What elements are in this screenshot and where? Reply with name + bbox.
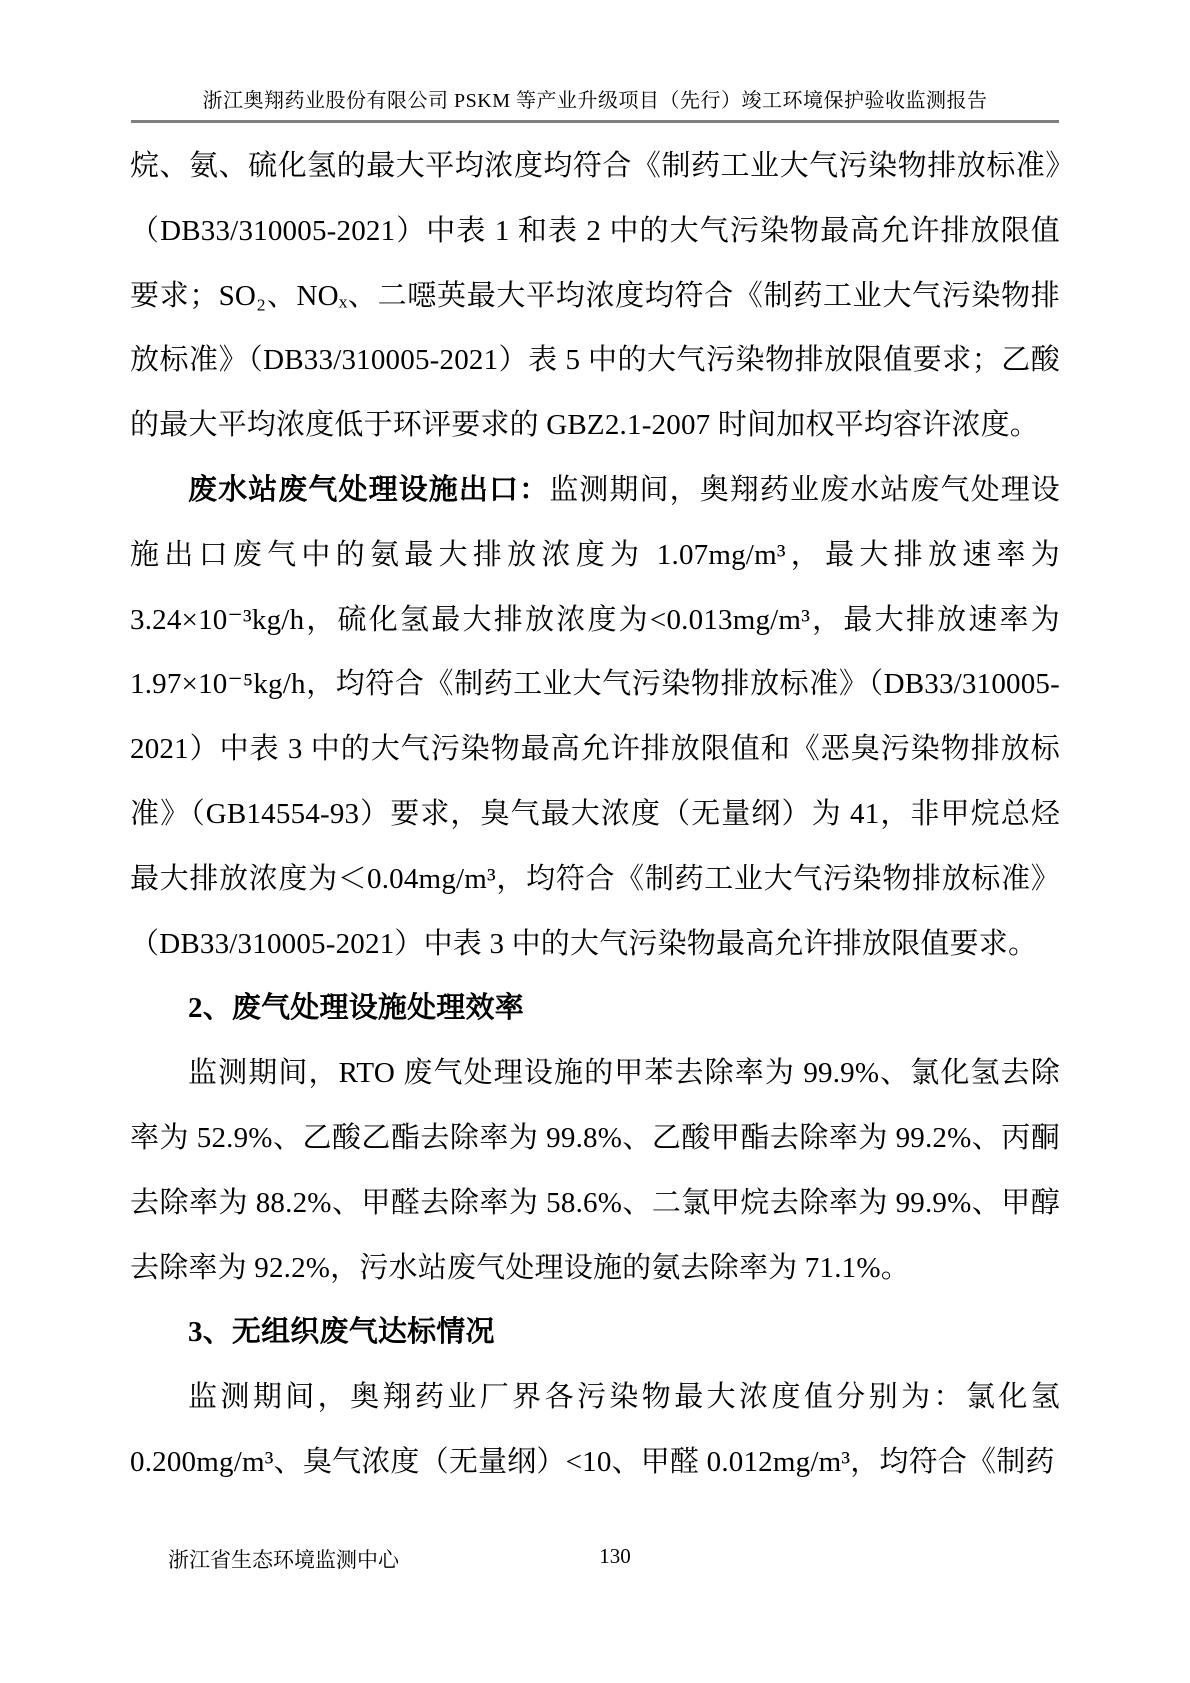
paragraph-treatment-efficiency: 监测期间，RTO 废气处理设施的甲苯去除率为 99.9%、氯化氢去除率为 52.9%、乙酸乙酯去除率为 99.8%、乙酸甲酯去除率为 99.2%、丙酮去除率为 88.2%、甲醛去除率为 58.6%、二氯甲烷去除率为 99.9%、甲醇去除率为 92.2%，污水站废气处理设施的氨去除率为 71.1%。 [130,1057,1060,1284]
document-body [130,134,1060,1495]
paragraph-lead-rest: 监测期间，奥翔药业废水站废气处理设施出口废气中的氨最大排放浓度为 1.07mg/m³，最大排放速率为 3.24×10⁻³kg/h，硫化氢最大排放浓度为<0.013mg/m³，最大排放速率为 1.97×10⁻⁵kg/h，均符合《制药工业大气污染物排放标准》（DB33/310005-2021）中表 3 中的大气污染物最高允许排放限值和《恶臭污染物排放标准》（GB14554-93）要求，臭气最大浓度（无量纲）为 41，非甲烷总烃最大排放浓度为＜0.04mg/m³，均符合《制药工业大气污染物排放标准》（DB33/310005-2021）中表 3 中的大气污染物最高允许排放限值要求。 [130,473,1060,960]
paragraph-stack-emission-compliance: 烷、氨、硫化氢的最大平均浓度均符合《制药工业大气污染物排放标准》（DB33/310005-2021）中表 1 和表 2 中的大气污染物最高允许排放限值要求；SO₂、NOₓ、二噁英最大平均浓度均符合《制药工业大气污染物排放标准》（DB33/310005-2021）表 5 中的大气污染物排放限值要求；乙酸的最大平均浓度低于环评要求的 GBZ2.1-2007 时间加权平均容许浓度。 [130,150,1060,442]
header-title: 浙江奥翔药业股份有限公司 PSKM 等产业升级项目（先行）竣工环境保护验收监测报告 [202,90,988,112]
page-header [131,0,1059,123]
page-number: 130 [599,1544,631,1568]
footer-organization: 浙江省生态环境监测中心 [168,1548,399,1572]
paragraph-lead-bold: 废水站废气处理设施出口： [188,473,550,506]
section-heading-treatment-efficiency: 2、废气处理设施处理效率 [188,992,524,1025]
paragraph-wastewater-station-outlet [130,458,1060,976]
page-footer [0,1544,1190,1574]
header-divider [131,120,1059,123]
paragraph-fugitive-emissions: 监测期间，奥翔药业厂界各污染物最大浓度值分别为：氯化氢 0.200mg/m³、臭气浓度（无量纲）<10、甲醛 0.012mg/m³，均符合《制药 [130,1381,1060,1478]
section-heading-fugitive-emissions: 3、无组织废气达标情况 [188,1316,495,1349]
